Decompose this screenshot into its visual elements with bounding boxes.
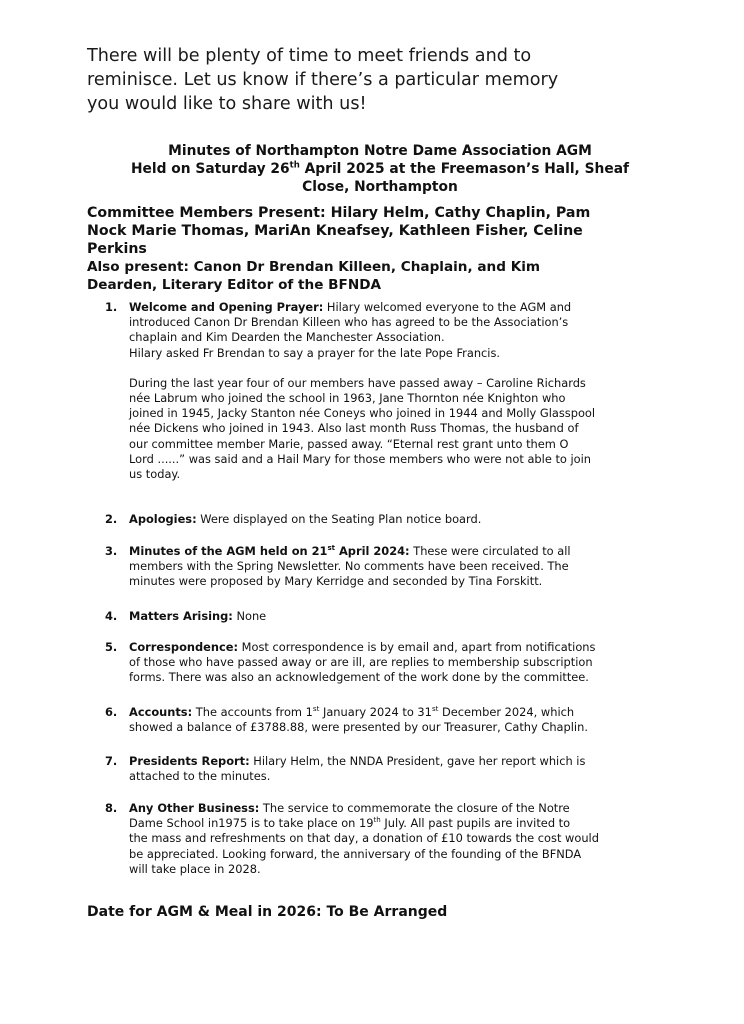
line: Hilary asked Fr Brendan to say a prayer for the late Pope Francis. bbox=[129, 345, 501, 360]
line: chaplain and Kim Dearden the Manchester Association. bbox=[129, 330, 445, 345]
also-label: Also present: bbox=[87, 259, 189, 275]
item-paragraph bbox=[129, 376, 665, 482]
line bbox=[129, 801, 665, 816]
intro-paragraph bbox=[87, 44, 687, 116]
item-title: Welcome and Opening Prayer: bbox=[129, 300, 324, 314]
minutes-venue-line: Close, Northampton bbox=[302, 179, 458, 195]
line bbox=[129, 640, 665, 655]
agenda-item-welcome bbox=[105, 300, 665, 482]
line: showed a balance of £3788.88, were presented by our Treasurer, Cathy Chaplin. bbox=[129, 720, 588, 735]
line bbox=[129, 512, 665, 527]
line: née Labrum who joined the school in 1963, Jane Thornton née Knighton who bbox=[129, 391, 566, 406]
item-number: 8. bbox=[105, 801, 118, 815]
superscript: st bbox=[312, 704, 320, 714]
superscript: th bbox=[373, 815, 381, 825]
superscript: th bbox=[289, 160, 300, 171]
item-title: Accounts: bbox=[129, 705, 193, 719]
item-text bbox=[129, 609, 665, 624]
line bbox=[129, 300, 665, 315]
item-number: 2. bbox=[105, 512, 118, 526]
item-title: Apologies: bbox=[129, 512, 197, 526]
agenda-item-minutes bbox=[105, 544, 665, 590]
item-number: 5. bbox=[105, 640, 118, 654]
next-agm-date: Date for AGM & Meal in 2026: To Be Arranged bbox=[87, 904, 448, 920]
text: Most correspondence is by email and, apart from notifications bbox=[238, 640, 596, 654]
line: Lord ......” was said and a Hail Mary for those members who were not able to join bbox=[129, 451, 592, 466]
text: Held on Saturday 26 bbox=[130, 161, 290, 177]
text: January 2024 to 31 bbox=[319, 705, 432, 719]
item-text bbox=[129, 640, 665, 686]
item-title: Matters Arising: bbox=[129, 609, 233, 623]
text: Hilary welcomed everyone to the AGM and bbox=[323, 300, 572, 314]
item-title: Presidents Report: bbox=[129, 754, 250, 768]
item-title bbox=[129, 544, 410, 558]
line: introduced Canon Dr Brendan Killeen who has agreed to be the Association’s bbox=[129, 315, 569, 330]
line: will take place in 2028. bbox=[129, 861, 261, 876]
agenda-item-matters-arising bbox=[105, 609, 665, 624]
text: July. All past pupils are invited to bbox=[380, 816, 571, 831]
item-number: 3. bbox=[105, 544, 118, 558]
minutes-heading bbox=[80, 142, 680, 196]
text: None bbox=[232, 609, 267, 623]
line: the mass and refreshments on that day, a donation of £10 towards the cost would bbox=[129, 831, 599, 846]
item-number: 7. bbox=[105, 754, 118, 768]
text: Hilary Helm, the NNDA President, gave her report which is bbox=[249, 754, 586, 768]
also-line: Dearden, Literary Editor of the BFNDA bbox=[87, 277, 382, 293]
line bbox=[129, 609, 665, 624]
agenda-item-apologies bbox=[105, 512, 665, 527]
intro-line: reminisce. Let us know if there’s a particular memory bbox=[87, 70, 559, 90]
line bbox=[129, 816, 665, 831]
committee-members bbox=[87, 204, 647, 259]
text: December 2024, which bbox=[438, 705, 575, 719]
item-text bbox=[129, 544, 665, 590]
also-present bbox=[87, 258, 647, 294]
text: These were circulated to all bbox=[409, 544, 571, 558]
text: April 2025 at the Freemason’s Hall, Sheaf bbox=[299, 161, 630, 177]
line bbox=[129, 754, 665, 769]
superscript: st bbox=[327, 543, 336, 553]
superscript: st bbox=[431, 704, 439, 714]
line: née Dickens who joined in 1943. Also last month Russ Thomas, the husband of bbox=[129, 421, 579, 436]
agenda-item-accounts bbox=[105, 705, 665, 735]
line bbox=[129, 544, 665, 559]
text: Were displayed on the Seating Plan notice board. bbox=[196, 512, 482, 526]
text: The service to commemorate the closure of the Notre bbox=[259, 801, 570, 815]
line: of those who have passed away or are ill, are replies to membership subscription bbox=[129, 655, 593, 670]
minutes-title: Minutes of Northampton Notre Dame Association AGM bbox=[168, 143, 592, 159]
line: forms. There was also an acknowledgement of the work done by the committee. bbox=[129, 670, 589, 685]
item-number: 4. bbox=[105, 609, 118, 623]
text: Dame School in1975 is to take place on 19 bbox=[129, 816, 374, 831]
line bbox=[129, 705, 665, 720]
agenda-item-any-other-business bbox=[105, 801, 665, 877]
line: attached to the minutes. bbox=[129, 769, 271, 784]
minutes-date-line bbox=[80, 160, 680, 178]
text: Canon Dr Brendan Killeen, Chaplain, and Kim bbox=[188, 259, 541, 275]
line: be appreciated. Looking forward, the anniversary of the founding of the BFNDA bbox=[129, 846, 582, 861]
line: joined in 1945, Jacky Stanton née Coneys who joined in 1944 and Molly Glasspool bbox=[129, 406, 596, 421]
committee-line: Nock Marie Thomas, MariAn Kneafsey, Kathleen Fisher, Celine bbox=[87, 223, 583, 240]
item-text bbox=[129, 754, 665, 784]
line: our committee member Marie, passed away. “Eternal rest grant unto them O bbox=[129, 436, 569, 451]
also-line bbox=[87, 258, 647, 276]
committee-label: Committee Members Present: bbox=[87, 205, 326, 221]
line: us today. bbox=[129, 467, 181, 482]
item-text bbox=[129, 300, 665, 482]
agenda-item-presidents-report bbox=[105, 754, 665, 784]
committee-line: Perkins bbox=[87, 241, 147, 258]
item-text bbox=[129, 801, 665, 877]
item-number: 1. bbox=[105, 300, 118, 314]
intro-line: you would like to share with us! bbox=[87, 94, 367, 114]
agenda-item-correspondence bbox=[105, 640, 665, 686]
item-text bbox=[129, 512, 665, 527]
committee-line bbox=[87, 204, 647, 222]
item-number: 6. bbox=[105, 705, 118, 719]
item-text bbox=[129, 705, 665, 735]
text: April 2024: bbox=[335, 544, 410, 558]
line: members with the Spring Newsletter. No comments have been received. The bbox=[129, 559, 569, 574]
item-title: Any Other Business: bbox=[129, 801, 260, 815]
text: Minutes of the AGM held on 21 bbox=[129, 544, 328, 558]
line: During the last year four of our members have passed away – Caroline Richards bbox=[129, 375, 586, 390]
intro-line: There will be plenty of time to meet friends and to bbox=[87, 46, 532, 66]
text: Hilary Helm, Cathy Chaplin, Pam bbox=[325, 205, 591, 221]
item-title: Correspondence: bbox=[129, 640, 239, 654]
line: minutes were proposed by Mary Kerridge and seconded by Tina Forskitt. bbox=[129, 574, 543, 589]
text: The accounts from 1 bbox=[192, 705, 313, 719]
